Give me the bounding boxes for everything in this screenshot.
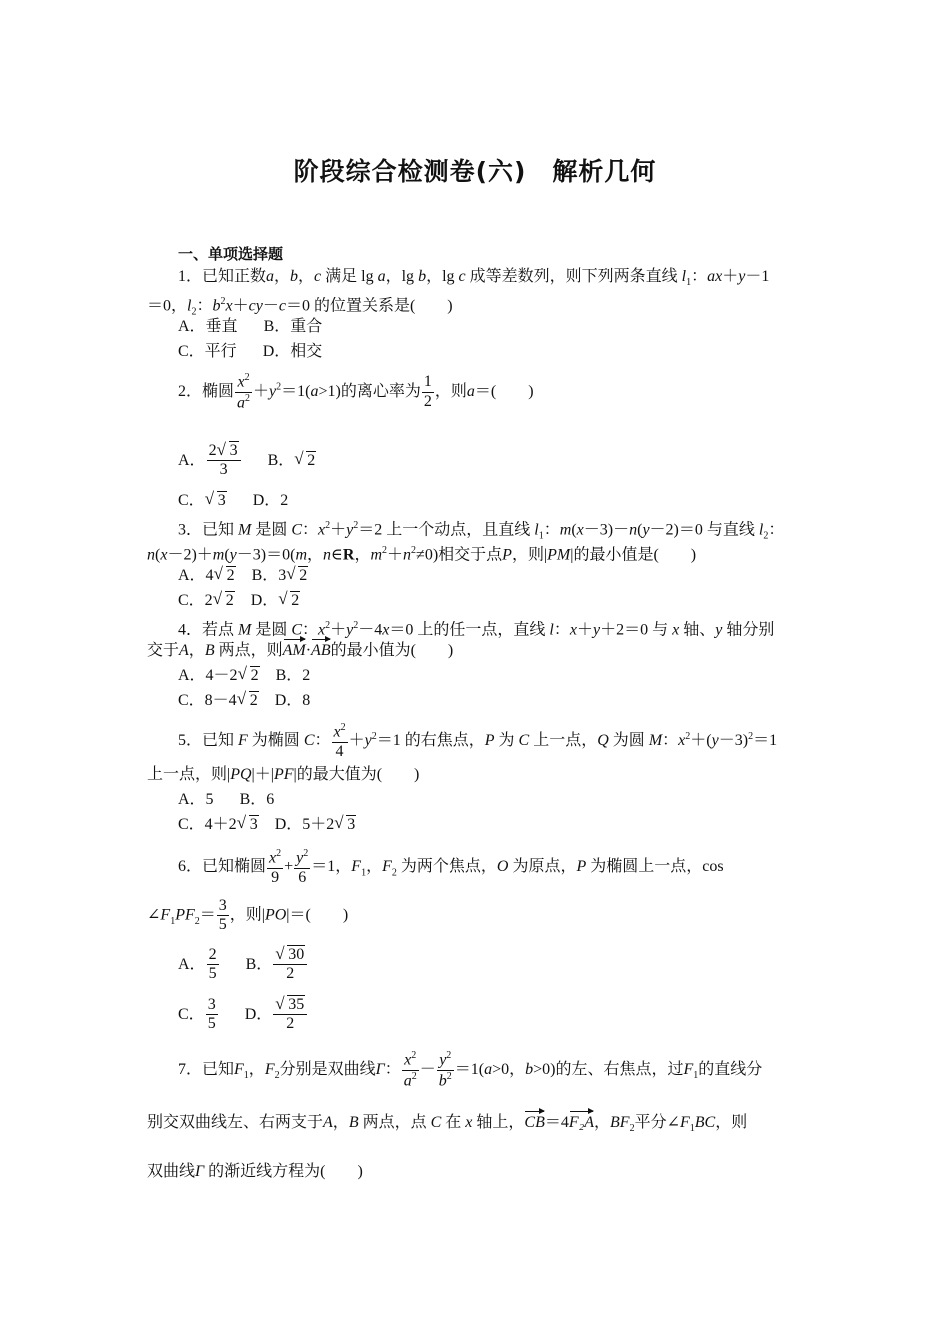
q2-option-b[interactable]: B．√ 2: [268, 452, 317, 469]
q3-option-d[interactable]: D．√ 2: [251, 592, 301, 609]
q1-option-c[interactable]: C．平行: [178, 343, 237, 360]
section-heading: 一、单项选择题: [178, 245, 284, 263]
question-6-line-2: $\angle F_1PF_2=$ $\frac{3}{5}$ ，则|PO|＝( ): [147, 897, 349, 934]
q2-option-a[interactable]: A． $\frac{2√ 3}{3}$: [178, 452, 242, 469]
question-7-line-2: 别交双曲线左、右两支于A，B 两点，点 C 在 x 轴上，CB＝4F₂A，$BF_2$平分$\angle F_1BC$，则: [147, 1114, 748, 1135]
page-title: 阶段综合检测卷(六) 解析几何: [293, 157, 657, 186]
q5-option-d[interactable]: D．5＋2√ 3: [275, 816, 357, 833]
question-2-line-1: 2．椭圆 $\frac{x^2}{a^2}$ $+y^2=1(a>1)$的离心率为 $\frac{1}{2}$ ，则a＝( ): [178, 372, 534, 412]
question-2-options-cd: [178, 491, 288, 511]
vector-ab: AB: [311, 642, 331, 659]
q1-option-b[interactable]: B．重合: [263, 318, 323, 335]
question-3-line-2: n(x－2)＋m(y－3)＝0(m，n∈R，$m^2+n^2\ne 0$)相交于点P，则|PM|的最小值是( ): [147, 545, 697, 564]
question-6-options-ab: [178, 946, 308, 984]
question-5-line-2: 上一点，则|PQ|＋|PF|的最大值为( ): [147, 766, 420, 783]
question-7-line-1: 7．已知$F_1$，$F_2$分别是双曲线Γ： $\frac{x^2}{a^2}$ － $\frac{y^2}{b^2}$ ＝1(a>0，b>0)的左、右焦点，过$F_1$的直线分: [178, 1050, 763, 1090]
q1-option-a[interactable]: A．垂直: [178, 318, 238, 335]
question-3-options-ab: [178, 566, 308, 586]
question-5-options-cd: [178, 815, 356, 835]
q4-option-b[interactable]: B．2: [275, 667, 311, 684]
q3-option-c[interactable]: C．2√ 2: [178, 592, 235, 609]
question-4-line-2: 交于A，B 两点，则AM·AB的最小值为( ): [147, 642, 454, 659]
q5-option-a[interactable]: A．5: [178, 791, 214, 808]
q4-option-d[interactable]: D．8: [274, 692, 311, 709]
q2-option-c[interactable]: C．√ 3: [178, 492, 227, 509]
question-3-line-1: 3．已知 M 是圆 C：$x^2+y^2=2$ 上一个动点，且直线 $l_1$：m(x－3)－n(y－2)＝0 与直线 $l_2$：: [178, 520, 785, 542]
question-4-options-cd: [178, 691, 310, 711]
q6-option-c[interactable]: C． $\frac{3}{5}$: [178, 996, 216, 1033]
question-1-options-cd: [178, 342, 322, 362]
vector-cb: CB: [524, 1114, 545, 1131]
q4-option-c[interactable]: C．8－4√ 2: [178, 692, 259, 709]
question-5-line-1: 5．已知 F 为椭圆 C： $\frac{x^2}{4}$ $+y^2=1$ 的右焦点，P 为 C 上一点，Q 为圆 M：$x^2+(y-3)^2=1$: [178, 722, 778, 760]
question-2-options-ab: [178, 442, 316, 480]
question-7-line-3: 双曲线Γ 的渐近线方程为( ): [147, 1163, 363, 1180]
q6-option-d[interactable]: D． √ $\frac{35}{2}$: [245, 1006, 309, 1023]
q3-option-a[interactable]: A．4√ 2: [178, 567, 236, 584]
vector-am: AM: [282, 642, 306, 659]
question-1-options-ab: [178, 317, 322, 337]
question-1-line-2: ＝0，$l_2$：$b^2x+cy-c=0$ 的位置关系是( ): [147, 296, 453, 318]
question-4-line-1: 4．若点 M 是圆 C：$x^2+y^2-4x=0$ 上的任一点，直线 l：x＋y＋2＝0 与 x 轴、y 轴分别: [178, 620, 775, 639]
q6-option-a[interactable]: A． $\frac{2}{5}$: [178, 946, 217, 983]
question-6-options-cd: [178, 996, 308, 1034]
question-1-line-1: 1．已知正数a，b，c 满足 lg a，lg b，lg c 成等差数列，则下列两条直线 $l_1$：ax＋y－1: [178, 268, 770, 289]
vector-f2a: F₂A: [568, 1114, 594, 1131]
q4-option-a[interactable]: A．4－2√ 2: [178, 667, 260, 684]
q5-option-b[interactable]: B．6: [239, 791, 275, 808]
question-5-options-ab: [178, 790, 274, 810]
question-3-options-cd: [178, 591, 300, 611]
q6-option-b[interactable]: B． √ $\frac{30}{2}$: [246, 956, 309, 973]
q3-option-b[interactable]: B．3√ 2: [252, 567, 309, 584]
q5-option-c[interactable]: C．4＋2√ 3: [178, 816, 259, 833]
question-4-options-ab: [178, 666, 310, 686]
q2-option-d[interactable]: D．2: [252, 492, 289, 509]
question-6-line-1: 6．已知椭圆 $\frac{x^2}{9}$ + $\frac{y^2}{6}$ ＝1，$F_1$，$F_2$ 为两个焦点，O 为原点，P 为椭圆上一点，cos: [178, 848, 724, 886]
q1-option-d[interactable]: D．相交: [262, 343, 323, 360]
